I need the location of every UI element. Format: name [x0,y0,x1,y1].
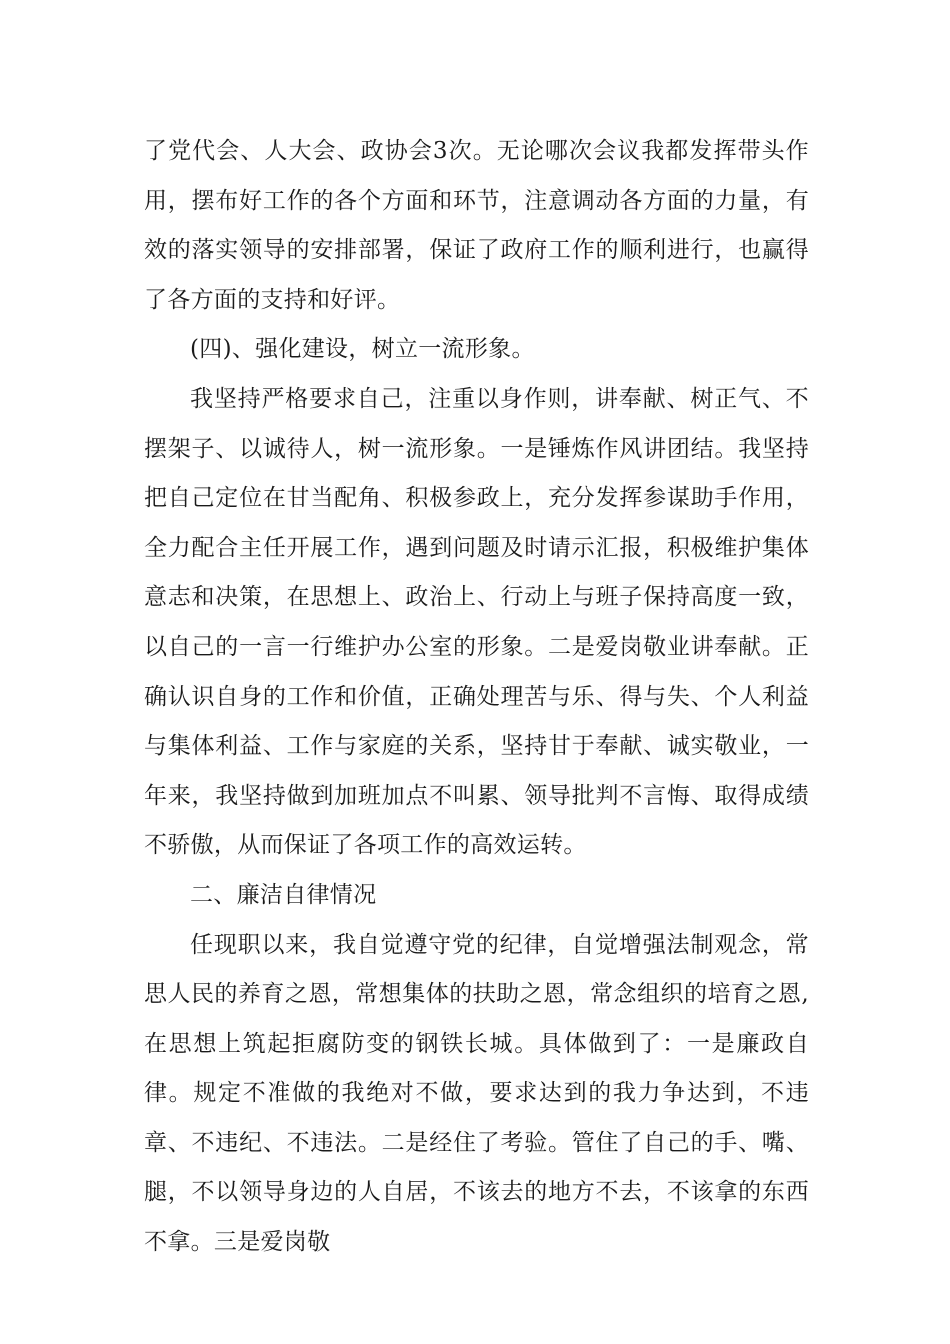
section-heading-integrity-self-discipline: 二、廉洁自律情况 [190,881,377,908]
section-heading-strengthen-building: (四)、强化建设，树立一流形象。 [190,336,535,363]
paragraph-integrity-details: 任现职以来，我自觉遵守党的纪律，自觉增强法制观念，常思人民的养育之恩，常想集体的扶助之恩，常念组织的培育之恩,在思想上筑起拒腐防变的钢铁长城。具体做到了：一是廉政自律。规定不准做的我绝对不做，要求达到的我力争达到，不违章、不违纪、不违法。二是经住了考验。管住了自己的手、嘴、腿，不以领导身边的人自居，不该去的地方不去，不该拿的东西不拿。三是爱岗敬 [144,931,809,1256]
paragraph-meetings-summary: 了党代会、人大会、政协会3次。无论哪次会议我都发挥带头作用，摆布好工作的各个方面和环节，注意调动各方面的力量，有效的落实领导的安排部署，保证了政府工作的顺利进行，也赢得了各方面的支持和好评。 [144,138,809,313]
document-body [144,127,809,1268]
paragraph-first-class-image: 我坚持严格要求自己，注重以身作则，讲奉献、树正气、不摆架子、以诚待人，树一流形象。一是锤炼作风讲团结。我坚持把自己定位在甘当配角、积极参政上，充分发挥参谋助手作用，全力配合主任开展工作，遇到问题及时请示汇报，积极维护集体意志和决策，在思想上、政治上、行动上与班子保持高度一致，以自己的一言一行维护办公室的形象。二是爱岗敬业讲奉献。正确认识自身的工作和价值，正确处理苦与乐、得与失、个人利益与集体利益、工作与家庭的关系，坚持甘于奉献、诚实敬业，一年来，我坚持做到加班加点不叫累、领导批判不言悔、取得成绩不骄傲，从而保证了各项工作的高效运转。 [144,385,809,859]
